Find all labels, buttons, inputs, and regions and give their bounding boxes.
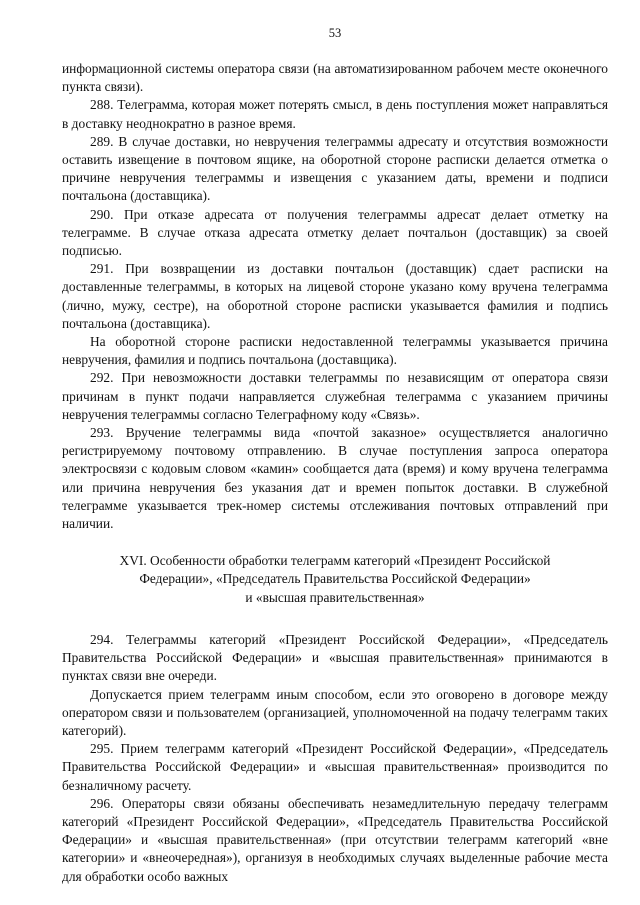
paragraph-292: 292. При невозможности доставки телеграммы по независящим от оператора связи причинам в пункт подачи направляется служебная телеграмма с указанием причины невручения телеграммы согласно Телеграфному коду «Связь». bbox=[62, 370, 608, 422]
section-heading-line-3: и «высшая правительственная» bbox=[245, 589, 425, 605]
section-heading bbox=[62, 552, 608, 607]
paragraph-294-note: Допускается прием телеграмм иным способом, если это оговорено в договоре между оператором связи и пользователем (организацией, уполномоченной на подачу телеграмм таких категорий). bbox=[62, 686, 608, 738]
document-body bbox=[62, 60, 608, 886]
page-number: 53 bbox=[328, 26, 342, 40]
section-heading-line-1: XVI. Особенности обработки телеграмм категорий «Президент Российской bbox=[119, 553, 551, 569]
paragraph-295: 295. Прием телеграмм категорий «Президент Российской Федерации», «Председатель Правительства Российской Федерации» и «высшая правительственная» производится по безналичному расчету. bbox=[62, 741, 608, 793]
paragraph-289: 289. В случае доставки, но невручения телеграммы адресату и отсутствия возможности оставить извещение в почтовом ящике, на оборотной стороне расписки делается отметка о причине невручения телеграммы и извещения с указанием даты, времени и подписи почтальона (доставщика). bbox=[62, 133, 608, 204]
paragraph-294: 294. Телеграммы категорий «Президент Российской Федерации», «Председатель Правительства Российской Федерации» и «высшая правительственная» принимаются в пунктах связи вне очереди. bbox=[62, 631, 608, 684]
paragraph-291-note: На оборотной стороне расписки недоставленной телеграммы указывается причина невручения, фамилия и подпись почтальона (доставщика). bbox=[62, 334, 608, 368]
paragraph-290: 290. При отказе адресата от получения телеграммы адресат делает отметку на телеграмме. В случае отказа адресата отметку делает почтальон (доставщик) за своей подписью. bbox=[62, 206, 608, 259]
paragraph-293: 293. Вручение телеграммы вида «почтой заказное» осуществляется аналогично регистрируемому почтовому отправлению. В случае поступления запроса оператора электросвязи с кодовым словом «камин» сообщается дата (время) и кому вручена телеграмма или причина невручения без указания дат и времен попыток доставки. В служебной телеграмме указывается трек-номер системы отслеживания почтовых отправлений при наличии. bbox=[62, 425, 608, 532]
section-heading-line-2: Федерации», «Председатель Правительства Российской Федерации» bbox=[139, 571, 531, 587]
paragraph-continuation: информационной системы оператора связи (на автоматизированном рабочем месте оконечного пункта связи). bbox=[62, 61, 608, 95]
paragraph-288: 288. Телеграмма, которая может потерять смысл, в день поступления может направляться в доставку неоднократно в разное время. bbox=[62, 97, 608, 131]
paragraph-291: 291. При возвращении из доставки почтальон (доставщик) сдает расписки на доставленные телеграммы, в которых на лицевой стороне указано кому вручена телеграмма (лично, мужу, сестре), на оборотной стороне расписки указывается фамилия и подпись почтальона (доставщика). bbox=[62, 261, 608, 331]
paragraph-296: 296. Операторы связи обязаны обеспечивать незамедлительную передачу телеграмм категорий «Президент Российской Федерации», «Председатель Правительства Российской Федерации» и «высшая правительственная» (при отсутствии телеграмм категорий «вне категории» и «внеочередная»), организуя в необходимых случаях выделенные рабочие места для обработки особо важных bbox=[62, 795, 608, 884]
